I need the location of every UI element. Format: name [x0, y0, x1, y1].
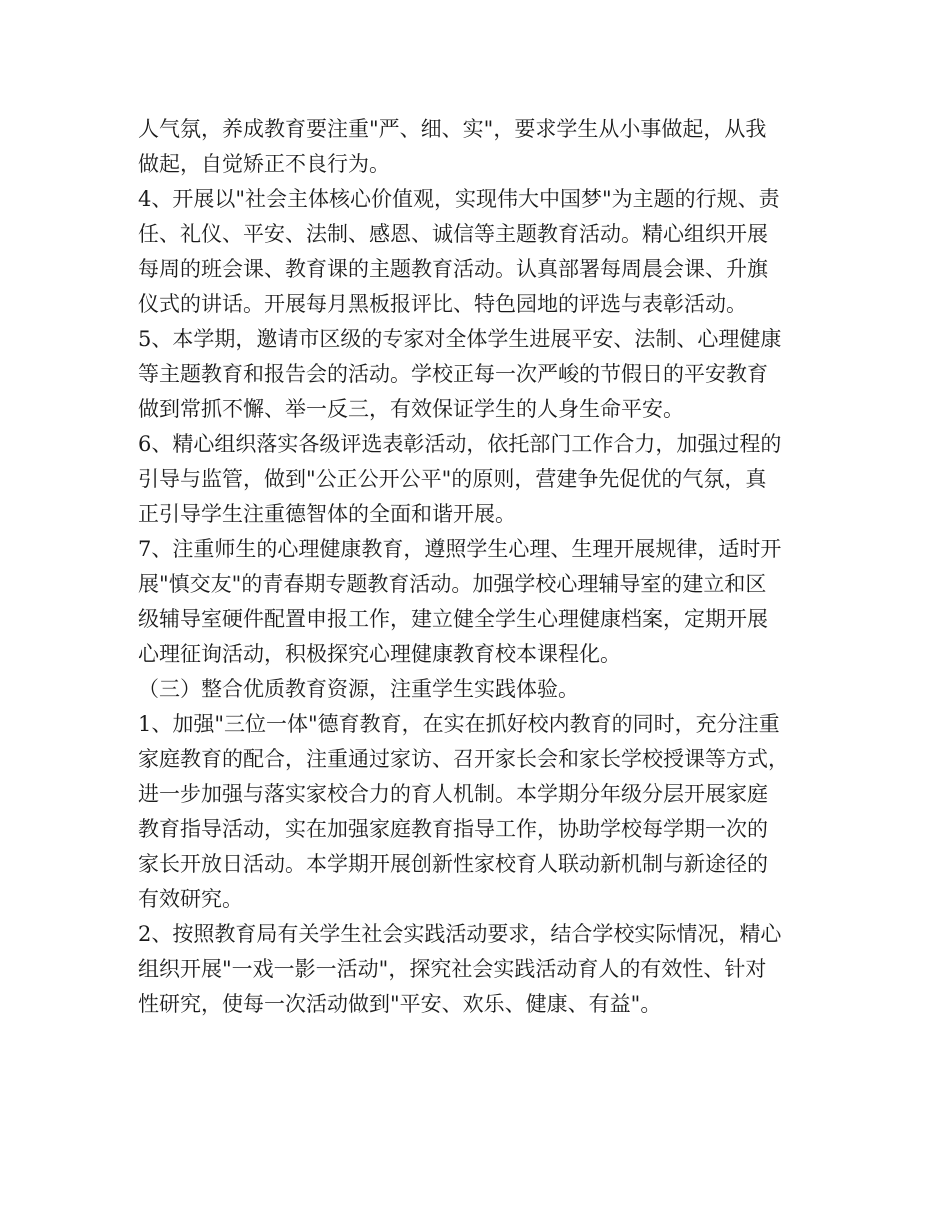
text-line: 1、加强"三位一体"德育教育，在实在抓好校内教育的同时，充分注重: [138, 712, 780, 736]
text-line: 正引导学生注重德智体的全面和谐开展。: [138, 502, 516, 526]
text-line: 等主题教育和报告会的活动。学校正每一次严峻的节假日的平安教育: [138, 362, 768, 386]
text-line: 2、按照教育局有关学生社会实践活动要求，结合学校实际情况，精心: [138, 922, 782, 946]
text-line: 心理征询活动，积极探究心理健康教育校本课程化。: [138, 642, 621, 666]
text-line: 每周的班会课、教育课的主题教育活动。认真部署每周晨会课、升旗: [138, 257, 768, 281]
text-line: 仪式的讲话。开展每月黑板报评比、特色园地的评选与表彰活动。: [138, 292, 747, 316]
text-line: 组织开展"一戏一影一活动"，探究社会实践活动育人的有效性、针对: [138, 957, 767, 981]
text-line: 教育指导活动，实在加强家庭教育指导工作，协助学校每学期一次的: [138, 817, 768, 841]
text-line: 家长开放日活动。本学期开展创新性家校育人联动新机制与新途径的: [138, 852, 768, 876]
text-line: 级辅导室硬件配置申报工作，建立健全学生心理健康档案，定期开展: [138, 607, 768, 631]
text-line: 进一步加强与落实家校合力的育人机制。本学期分年级分层开展家庭: [138, 782, 768, 806]
text-line: 家庭教育的配合，注重通过家访、召开家长会和家长学校授课等方式，: [138, 747, 789, 771]
text-line: 有效研究。: [138, 887, 243, 911]
text-line: 性研究，使每一次活动做到"平安、欢乐、健康、有益"。: [138, 992, 662, 1016]
text-line: 引导与监管，做到"公正公开公平"的原则，营建争先促优的气氛，真: [138, 467, 767, 491]
text-line: 4、开展以"社会主体核心价值观，实现伟大中国梦"为主题的行规、责: [138, 187, 780, 211]
text-line: 任、礼仪、平安、法制、感恩、诚信等主题教育活动。精心组织开展: [138, 222, 768, 246]
text-line: 6、精心组织落实各级评选表彰活动，依托部门工作合力，加强过程的: [138, 432, 782, 456]
text-line: 人气氛，养成教育要注重"严、细、实"，要求学生从小事做起，从我: [138, 117, 767, 141]
section-heading: （三）整合优质教育资源，注重学生实践体验。: [138, 677, 579, 701]
text-line: 做起，自觉矫正不良行为。: [138, 152, 390, 176]
text-line: 做到常抓不懈、举一反三，有效保证学生的人身生命平安。: [138, 397, 684, 421]
text-line: 展"慎交友"的青春期专题教育活动。加强学校心理辅导室的建立和区: [138, 572, 767, 596]
text-line: 7、注重师生的心理健康教育，遵照学生心理、生理开展规律，适时开: [138, 537, 782, 561]
text-line: 5、本学期，邀请市区级的专家对全体学生进展平安、法制、心理健康: [138, 327, 782, 351]
document-body: [138, 112, 828, 1022]
